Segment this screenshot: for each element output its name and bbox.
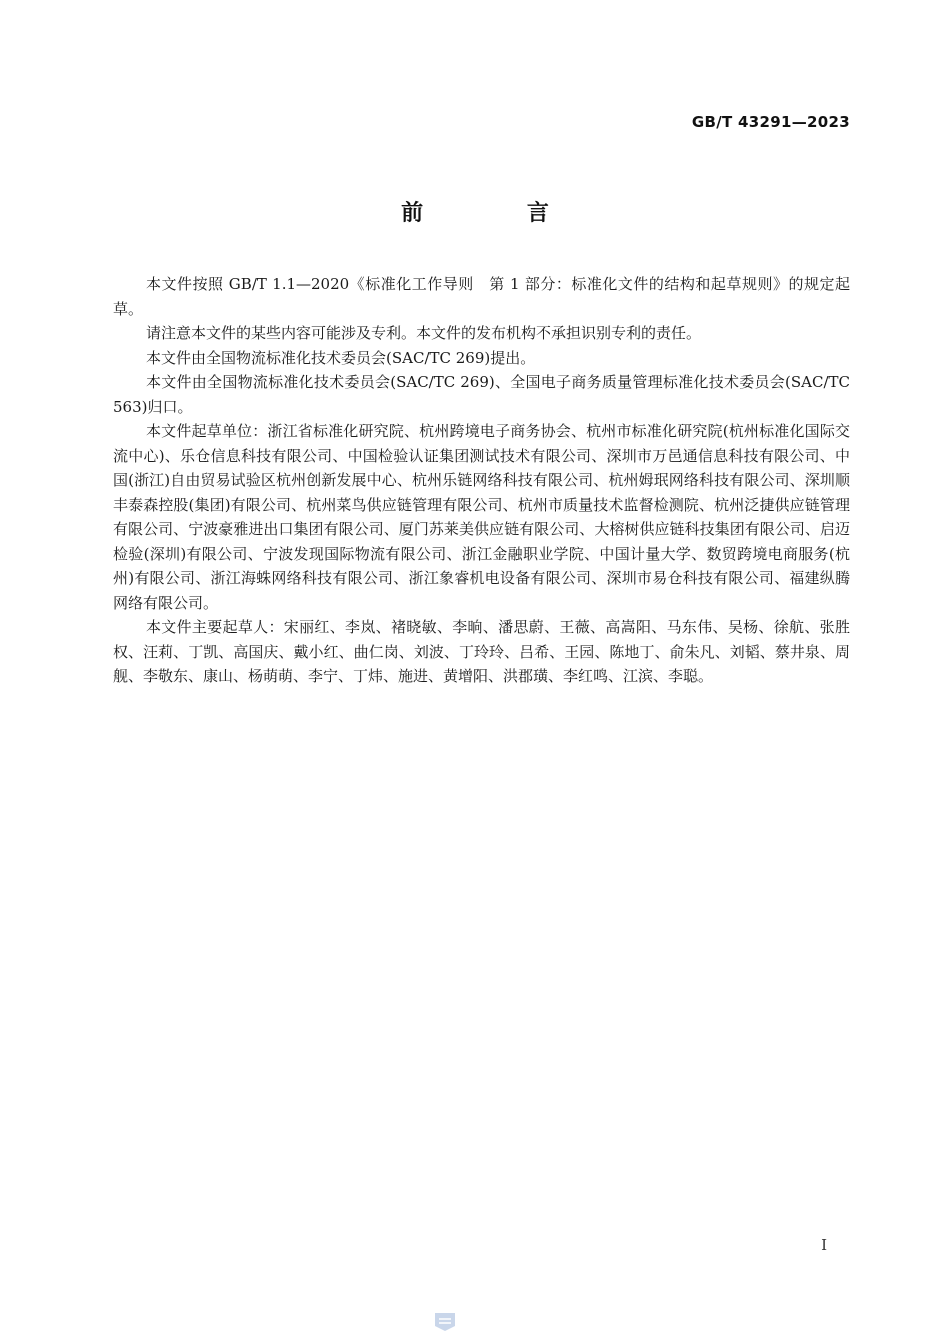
paragraph-drafting-units: 本文件起草单位：浙江省标准化研究院、杭州跨境电子商务协会、杭州市标准化研究院(杭州标准化国际交流中心)、乐仓信息科技有限公司、中国检验认证集团测试技术有限公司、深圳市万邑通信息科技有限公司、中国(浙江)自由贸易试验区杭州创新发展中心、杭州乐链网络科技有限公司、杭州姆珉网络科技有限公司、深圳顺丰泰森控股(集团)有限公司、杭州菜鸟供应链管理有限公司、杭州市质量技术监督检测院、杭州泛捷供应链管理有限公司、宁波豪雅进出口集团有限公司、厦门苏莱美供应链有限公司、大榕树供应链科技集团有限公司、启迈检验(深圳)有限公司、宁波发现国际物流有限公司、浙江金融职业学院、中国计量大学、数贸跨境电商服务(杭州)有限公司、浙江海蛛网络科技有限公司、浙江象睿机电设备有限公司、深圳市易仓科技有限公司、福建纵腾网络有限公司。 — [113, 422, 850, 612]
paragraph-principal-drafters: 本文件主要起草人：宋丽红、李岚、褚晓敏、李晌、潘思蔚、王薇、高嵩阳、马东伟、吴杨、徐航、张胜权、汪莉、丁凯、高国庆、戴小红、曲仁岗、刘波、丁玲玲、吕希、王园、陈地丁、俞朱凡、刘韬、蔡井泉、周舰、李敬东、康山、杨萌萌、李宁、丁炜、施进、黄增阳、洪郡璜、李红鸣、江滨、李聪。 — [113, 618, 850, 685]
foreword-body — [113, 272, 850, 689]
paragraph-patent-notice: 请注意本文件的某些内容可能涉及专利。本文件的发布机构不承担识别专利的责任。 — [146, 324, 702, 342]
publisher-logo-icon — [432, 1311, 458, 1333]
page-number: I — [821, 1236, 827, 1254]
paragraph-administered-by: 本文件由全国物流标准化技术委员会(SAC/TC 269)、全国电子商务质量管理标准化技术委员会(SAC/TC 563)归口。 — [113, 373, 850, 416]
paragraph-drafting-rules: 本文件按照 GB/T 1.1—2020《标准化工作导则 第 1 部分：标准化文件的结构和起草规则》的规定起草。 — [113, 275, 850, 318]
standard-code: GB/T 43291—2023 — [691, 113, 850, 131]
paragraph-proposed-by: 本文件由全国物流标准化技术委员会(SAC/TC 269)提出。 — [146, 348, 536, 367]
page-title: 前 言 — [401, 201, 597, 226]
